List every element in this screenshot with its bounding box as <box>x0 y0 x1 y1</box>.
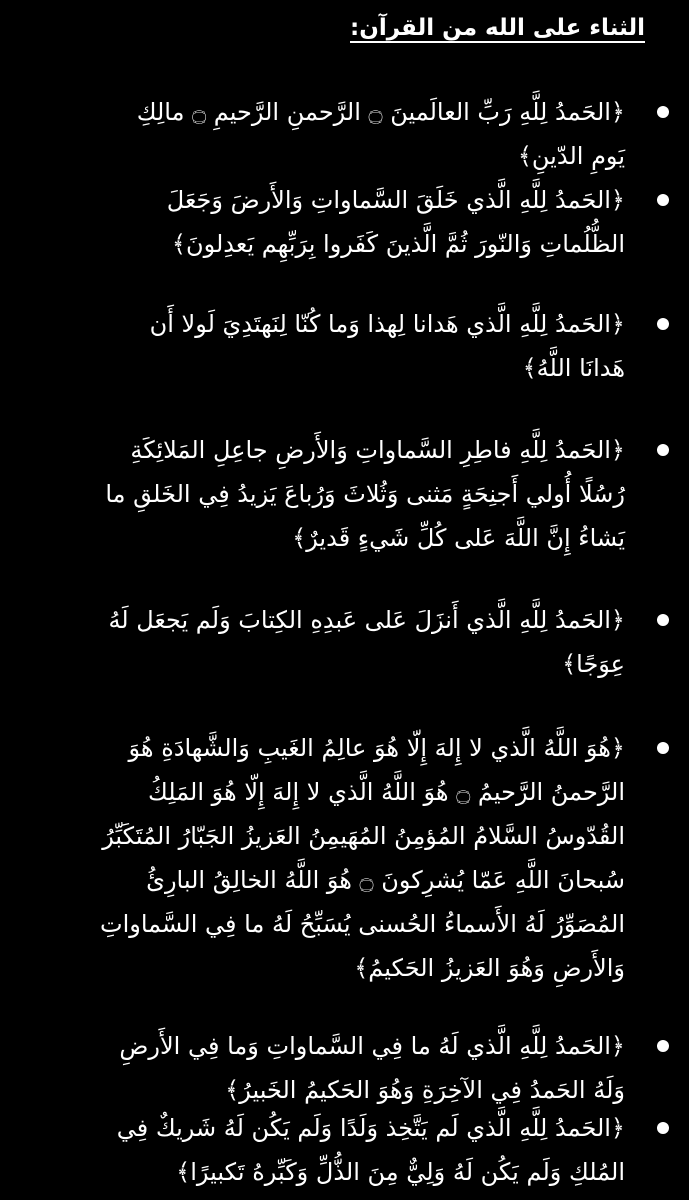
verse-item <box>20 1024 669 1112</box>
verse-item <box>20 90 669 178</box>
verse-text <box>20 178 625 266</box>
bullet-icon <box>657 106 669 118</box>
verse-line: رُسُلًا أُولي أَجنِحَةٍ مَثنى وَثُلاثَ وَرُباعَ يَزيدُ فِي الخَلقِ ما <box>105 480 625 508</box>
bullet-icon <box>657 194 669 206</box>
verse-line: ﴿الحَمدُ لِلَّهِ الَّذي خَلَقَ السَّماواتِ وَالأَرضَ وَجَعَلَ <box>166 186 625 214</box>
verse-line: يَشاءُ إِنَّ اللَّهَ عَلى كُلِّ شَيءٍ قَديرٌ﴾ <box>292 524 625 552</box>
verse-line: سُبحانَ اللَّهِ عَمّا يُشرِكونَ ۝ هُوَ اللَّهُ الخالِقُ البارِئُ <box>146 866 625 894</box>
verse-line: المُلكِ وَلَم يَكُن لَهُ وَلِيٌّ مِنَ الذُّلِّ وَكَبِّرهُ تَكبيرًا﴾ <box>176 1158 625 1186</box>
verse-text <box>20 302 625 390</box>
verse-line: ﴿الحَمدُ لِلَّهِ الَّذي لَم يَتَّخِذ وَلَدًا وَلَم يَكُن لَهُ شَريكٌ فِي <box>116 1114 625 1142</box>
verse-line: الظُّلُماتِ وَالنّورَ ثُمَّ الَّذينَ كَفَروا بِرَبِّهِم يَعدِلونَ﴾ <box>171 230 625 258</box>
bullet-icon <box>657 614 669 626</box>
verse-text <box>20 598 625 686</box>
verse-line: القُدّوسُ السَّلامُ المُؤمِنُ المُهَيمِنُ العَزيزُ الجَبّارُ المُتَكَبِّرُ <box>102 822 625 850</box>
verse-line: ﴿الحَمدُ لِلَّهِ الَّذي أَنزَلَ عَلى عَبدِهِ الكِتابَ وَلَم يَجعَل لَهُ <box>108 606 625 634</box>
bullet-icon <box>657 1040 669 1052</box>
verse-item <box>20 428 669 560</box>
verse-line: ﴿الحَمدُ لِلَّهِ الَّذي لَهُ ما فِي السَّماواتِ وَما فِي الأَرضِ <box>119 1032 625 1060</box>
verse-item <box>20 178 669 266</box>
bullet-icon <box>657 1122 669 1134</box>
verse-line: ﴿الحَمدُ لِلَّهِ الَّذي هَدانا لِهذا وَما كُنّا لِنَهتَدِيَ لَولا أَن <box>149 310 625 338</box>
bullet-icon <box>657 742 669 754</box>
verse-text <box>20 726 625 990</box>
verse-line: الرَّحمنُ الرَّحيمُ ۝ هُوَ اللَّهُ الَّذي لا إِلهَ إِلّا هُوَ المَلِكُ <box>147 778 625 806</box>
verse-line: هَدانَا اللَّهُ﴾ <box>522 354 625 382</box>
verse-line: ﴿الحَمدُ لِلَّهِ فاطِرِ السَّماواتِ وَالأَرضِ جاعِلِ المَلائِكَةِ <box>130 436 625 464</box>
verse-item <box>20 726 669 990</box>
verse-line: المُصَوِّرُ لَهُ الأَسماءُ الحُسنى يُسَبِّحُ لَهُ ما فِي السَّماواتِ <box>99 910 625 938</box>
verse-line: وَلَهُ الحَمدُ فِي الآخِرَةِ وَهُوَ الحَكيمُ الخَبيرُ﴾ <box>225 1076 625 1104</box>
verse-line: وَالأَرضِ وَهُوَ العَزيزُ الحَكيمُ﴾ <box>354 954 625 982</box>
verse-text <box>20 428 625 560</box>
verse-text <box>20 90 625 178</box>
bullet-icon <box>657 444 669 456</box>
verse-line: ﴿الحَمدُ لِلَّهِ رَبِّ العالَمينَ ۝ الرَّحمنِ الرَّحيمِ ۝ مالِكِ <box>136 98 625 126</box>
verse-line: يَومِ الدّينِ﴾ <box>517 142 625 170</box>
verse-line: ﴿هُوَ اللَّهُ الَّذي لا إِلهَ إِلّا هُوَ عالِمُ الغَيبِ وَالشَّهادَةِ هُوَ <box>128 734 625 762</box>
verse-item <box>20 1106 669 1194</box>
verse-item <box>20 302 669 390</box>
verse-item <box>20 598 669 686</box>
page-title: الثناء على الله من القرآن: <box>350 15 645 41</box>
verse-text <box>20 1024 625 1112</box>
verse-line: عِوَجًا﴾ <box>562 650 625 678</box>
verse-text <box>20 1106 625 1194</box>
bullet-icon <box>657 318 669 330</box>
